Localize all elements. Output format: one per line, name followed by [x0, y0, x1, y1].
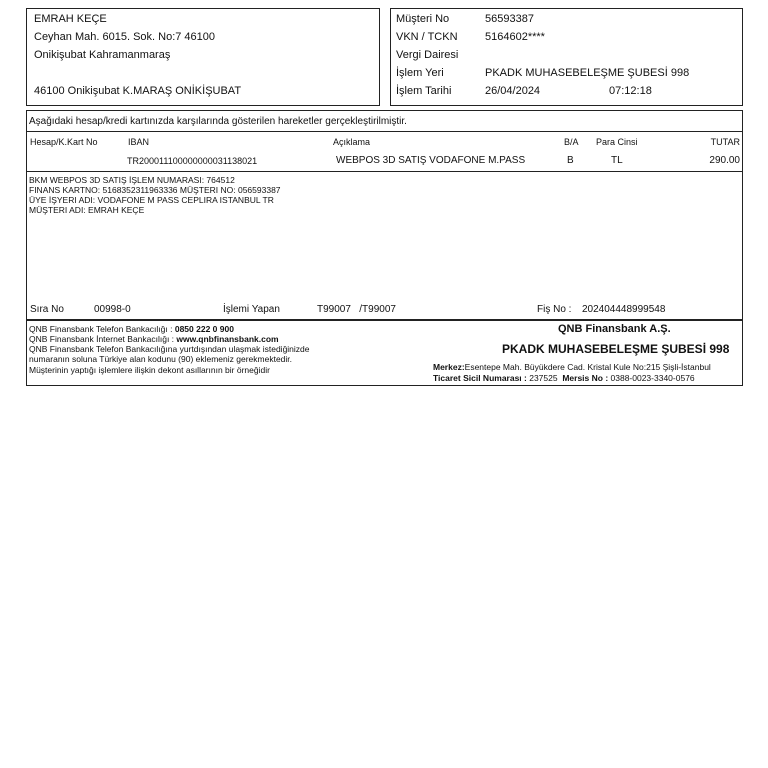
footer-box: [26, 320, 743, 386]
ticaret-value: 237525: [529, 373, 558, 383]
footer-note-2: numaranın soluna Türkiye alan kodunu (90) eklemeniz gerekmektedir.: [29, 354, 293, 364]
detail-line-4: MÜŞTERI ADI: EMRAH KEÇE: [29, 205, 145, 215]
header-tutar: TUTAR: [710, 137, 740, 147]
footer-note-3: Müşterinin yaptığı işlemlere ilişkin dekont asıllarının bir örneğidir: [29, 365, 270, 375]
intro-text: Aşağıdaki hesap/kredi kartınızda karşılarında gösterilen hareketler gerçekleştirilmiştir.: [29, 116, 407, 127]
musteri-no-value: 56593387: [485, 13, 534, 25]
vkn-value: 5164602****: [485, 31, 545, 43]
islem-yeri-value: PKADK MUHASEBELEŞME ŞUBESİ 998: [485, 67, 690, 79]
sira-label: Sıra No: [30, 304, 64, 315]
islem-yeri-label: İşlem Yeri: [396, 67, 444, 79]
header-aciklama: Açıklama: [333, 137, 371, 147]
islem-tarihi-value: 26/04/2024: [485, 85, 541, 97]
footer-tel-label: QNB Finansbank Telefon Bankacılığı :: [29, 324, 175, 334]
footer-web-line: [29, 334, 279, 344]
merkez-value: Esentepe Mah. Büyükdere Cad. Kristal Kule No:215 Şişli-İstanbul: [464, 362, 711, 372]
fis-label: Fiş No :: [537, 304, 572, 315]
musteri-no-label: Müşteri No: [396, 13, 450, 25]
sicil-line: [433, 373, 695, 383]
sira-value: 00998-0: [94, 304, 131, 315]
row-ba: B: [567, 155, 574, 166]
islemi-yapan-label: İşlemi Yapan: [223, 304, 280, 315]
detail-line-2: FINANS KARTNO: 5168352311963336 MÜŞTERI NO: 056593387: [29, 185, 281, 195]
bank-name: QNB Finansbank A.Ş.: [558, 323, 671, 335]
islemi-yapan-value: T99007 /T99007: [317, 304, 396, 315]
row-iban: TR200011100000000031138021: [127, 156, 258, 166]
customer-box: [26, 8, 380, 106]
transaction-box: [26, 110, 743, 320]
row-para: TL: [611, 155, 623, 166]
islem-saati-value: 07:12:18: [609, 85, 652, 97]
ticaret-label: Ticaret Sicil Numarası :: [433, 373, 530, 383]
vergi-label: Vergi Dairesi: [396, 49, 459, 61]
detail-line-3: ÜYE İŞYERI ADI: VODAFONE M PASS CEPLIRA ISTANBUL TR: [29, 195, 274, 205]
header-para: Para Cinsi: [596, 137, 638, 147]
merkez-label: Merkez:: [433, 362, 465, 372]
fis-value: 202404448999548: [582, 304, 666, 315]
customer-name: EMRAH KEÇE: [34, 13, 107, 25]
header-ba: B/A: [564, 137, 579, 147]
detail-line-1: BKM WEBPOS 3D SATIŞ İŞLEM NUMARASI: 764512: [29, 175, 235, 185]
vkn-label: VKN / TCKN: [396, 31, 458, 43]
header-iban: IBAN: [128, 137, 150, 147]
branch-name: PKADK MUHASEBELEŞME ŞUBESİ 998: [502, 342, 730, 356]
header-hesap: Hesap/K.Kart No: [30, 137, 98, 147]
row-tutar: 290.00: [709, 155, 740, 166]
customer-address-line1: Ceyhan Mah. 6015. Sok. No:7 46100: [34, 31, 216, 43]
intro-divider: [27, 131, 742, 132]
customer-address-line2: Onikişubat Kahramanmaraş: [34, 49, 171, 61]
footer-note-1: QNB Finansbank Telefon Bankacılığına yurtdışından ulaşmak istediğinizde: [29, 344, 310, 354]
footer-tel-number: 0850 222 0 900: [174, 324, 234, 334]
islem-tarihi-label: İşlem Tarihi: [396, 85, 452, 97]
customer-address-line3: 46100 Onikişubat K.MARAŞ ONİKİŞUBAT: [34, 85, 242, 97]
merkez-line: [433, 362, 711, 372]
mersis-label: Mersis No :: [562, 373, 611, 383]
footer-web-link[interactable]: www.qnbfinansbank.com: [176, 334, 279, 344]
row-aciklama: WEBPOS 3D SATIŞ VODAFONE M.PASS: [336, 155, 526, 166]
row-divider: [27, 171, 742, 172]
info-box: [390, 8, 743, 106]
footer-web-label: QNB Finansbank İnternet Bankacılığı :: [29, 334, 177, 344]
mersis-value: 0388-0023-3340-0576: [610, 373, 695, 383]
footer-tel-line: [29, 324, 234, 334]
